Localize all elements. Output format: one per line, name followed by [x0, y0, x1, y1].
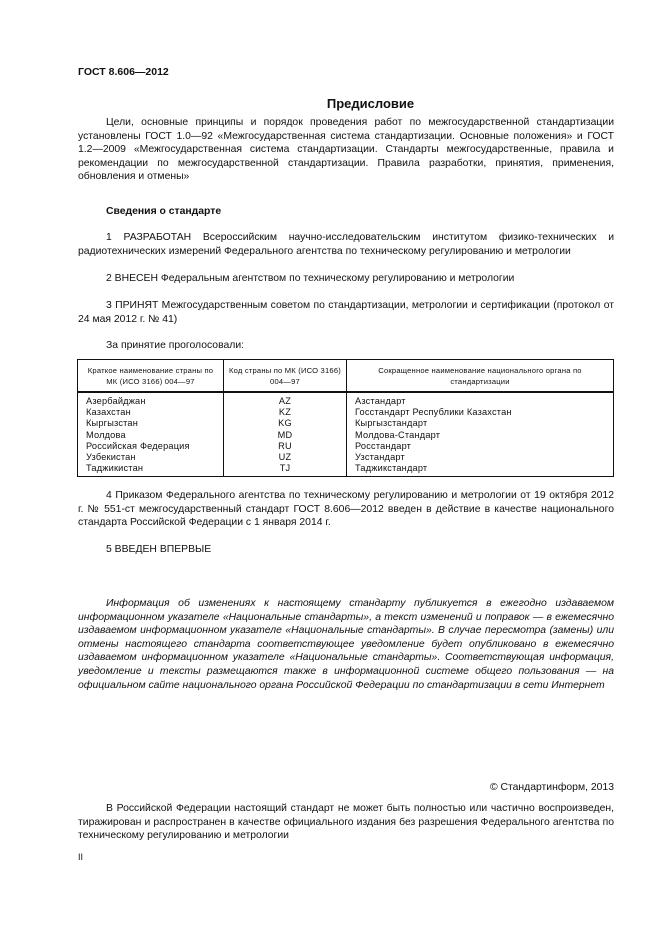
document-code: ГОСТ 8.606—2012	[78, 66, 169, 78]
country-cell: Российская Федерация	[78, 441, 224, 452]
about-item-4: 4 Приказом Федерального агентства по техническому регулированию и метрологии от 19 октября 2012 г. № 551-ст межгосударственный стандарт ГОСТ 8.606—2012 введен в действие в качестве национального стандарта Российской Федерации с 1 января 2014 г.	[78, 490, 614, 529]
country-cell: Азербайджан	[78, 392, 224, 407]
section-title: Предисловие	[326, 96, 415, 111]
country-cell: Таджикистан	[78, 463, 224, 477]
code-cell: KZ	[224, 407, 347, 418]
amendments-notice: Информация об изменениях к настоящему стандарту публикуется в ежегодно издаваемом информационном указателе «Национальные стандарты», а текст изменений и поправок — в ежемесячно издаваемом информационном указателе «Национальные стандарты». В случае пересмотра (замены) или отмены настоящего стандарта соответствующее уведомление будет опубликовано в ежемесячно издаваемом информационном указателе «Национальные стандарты». Соответствующая информация, уведомление и тексты размещаются также в информационной системе общего пользования — на официальном сайте национального органа Российской Федерации по стандартизации в сети Интернет	[78, 598, 614, 691]
code-cell: UZ	[224, 452, 347, 463]
about-item-2: 2 ВНЕСЕН Федеральным агентством по техническому регулированию и метрологии	[106, 273, 515, 284]
table-row	[78, 441, 614, 452]
body-cell: Росстандарт	[347, 441, 614, 452]
voting-table	[77, 359, 614, 477]
about-item-3: 3 ПРИНЯТ Межгосударственным советом по стандартизации, метрологии и сертификации (протокол от 24 мая 2012 г. № 41)	[78, 300, 614, 325]
body-cell: Кыргызстандарт	[347, 418, 614, 429]
body-cell: Азстандарт	[347, 392, 614, 407]
table-row	[78, 407, 614, 418]
country-cell: Казахстан	[78, 407, 224, 418]
country-cell: Кыргызстан	[78, 418, 224, 429]
body-cell: Молдова-Стандарт	[347, 430, 614, 441]
table-header-row	[78, 360, 614, 393]
body-cell: Таджикстандарт	[347, 463, 614, 477]
about-heading: Сведения о стандарте	[106, 206, 222, 217]
body-cell: Госстандарт Республики Казахстан	[347, 407, 614, 418]
code-cell: MD	[224, 430, 347, 441]
table-row	[78, 418, 614, 429]
table-row	[78, 392, 614, 407]
code-cell: KG	[224, 418, 347, 429]
column-header-body: Сокращенное наименование национального органа по стандартизации	[347, 360, 614, 393]
country-cell: Узбекистан	[78, 452, 224, 463]
country-cell: Молдова	[78, 430, 224, 441]
column-header-code: Код страны по МК (ИСО 3166) 004—97	[224, 360, 347, 393]
about-item-1: 1 РАЗРАБОТАН Всероссийским научно-исследовательским институтом физико-технических и радиотехнических измерений Федерального агентства по техническому регулированию и метрологии	[78, 232, 614, 257]
page-number: II	[78, 852, 84, 862]
code-cell: AZ	[224, 392, 347, 407]
table-row	[78, 430, 614, 441]
table-row	[78, 452, 614, 463]
code-cell: TJ	[224, 463, 347, 477]
preface-intro: Цели, основные принципы и порядок проведения работ по межгосударственной стандартизации установлены ГОСТ 1.0—92 «Межгосударственная система стандартизации. Основные положения» и ГОСТ 1.2—2009 «Межгосударственная система стандартизации. Стандарты межгосударственные, правила и рекомендации по межгосударственной стандартизации. Правила разработки, принятия, применения, обновления и отмены»	[78, 117, 614, 183]
table-row	[78, 463, 614, 477]
code-cell: RU	[224, 441, 347, 452]
about-item-5: 5 ВВЕДЕН ВПЕРВЫЕ	[106, 544, 212, 555]
body-cell: Узстандарт	[347, 452, 614, 463]
vote-label: За принятие проголосовали:	[106, 340, 245, 351]
copyright: © Стандартинформ, 2013	[489, 782, 614, 793]
column-header-country: Краткое наименование страны по МК (ИСО 3166) 004—97	[78, 360, 224, 393]
reproduction-rights: В Российской Федерации настоящий стандарт не может быть полностью или частично воспроизведен, тиражирован и распространен в качестве официального издания без разрешения Федерального агентства по техническому регулированию и метрологии	[78, 803, 614, 842]
